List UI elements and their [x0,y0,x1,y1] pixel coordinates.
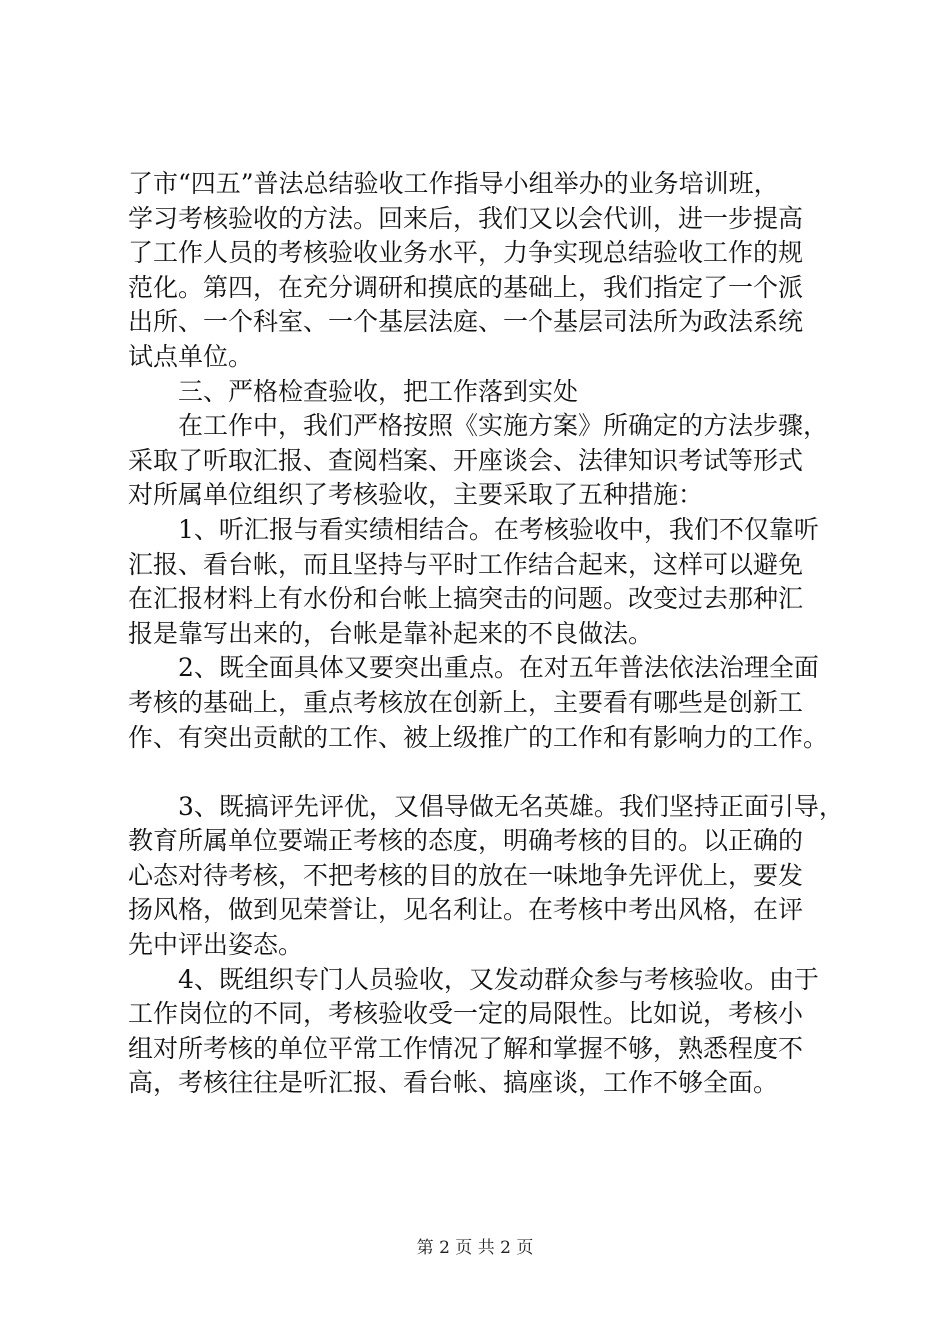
text-line: 了工作人员的考核验收业务水平，力争实现总结验收工作的规 [128,238,804,268]
text-line: 汇报、看台帐，而且坚持与平时工作结合起来，这样可以避免 [128,549,804,579]
text-line: 作、有突出贡献的工作、被上级推广的工作和有影响力的工作。 [128,722,829,752]
text-line: 教育所属单位要端正考核的态度，明确考核的目的。以正确的 [128,826,804,856]
text-line: 三、严格检查验收，把工作落到实处 [128,376,579,406]
text-line: 3、既搞评先评优，又倡导做无名英雄。我们坚持正面引导， [128,791,844,821]
text-line: 扬风格，做到见荣誉让，见名利让。在考核中考出风格，在评 [128,895,804,925]
text-line: 心态对待考核，不把考核的目的放在一味地争先评优上，要发 [128,860,804,890]
text-line: 对所属单位组织了考核验收，主要采取了五种措施： [128,480,704,510]
text-line: 先中评出姿态。 [128,930,304,960]
text-line: 4、既组织专门人员验收，又发动群众参与考核验收。由于 [128,964,819,994]
text-line: 报是靠写出来的，台帐是靠补起来的不良做法。 [128,618,654,648]
text-line: 在工作中，我们严格按照《实施方案》所确定的方法步骤， [128,411,829,441]
page-footer: 第 2 页 共 2 页 [416,1238,534,1258]
text-line: 高，考核往往是听汇报、看台帐、搞座谈，工作不够全面。 [128,1068,779,1098]
text-line: 学习考核验收的方法。回来后，我们又以会代训，进一步提高 [128,203,804,233]
text-line: 出所、一个科室、一个基层法庭、一个基层司法所为政法系统 [128,307,804,337]
text-line: 了市“四五”普法总结验收工作指导小组举办的业务培训班， [128,169,779,198]
text-line: 1、听汇报与看实绩相结合。在考核验收中，我们不仅靠听 [128,514,819,544]
text-line: 考核的基础上，重点考核放在创新上，主要看有哪些是创新工 [128,687,804,717]
text-line: 组对所考核的单位平常工作情况了解和掌握不够，熟悉程度不 [128,1033,804,1063]
text-line: 范化。第四，在充分调研和摸底的基础上，我们指定了一个派 [128,272,804,302]
text-line: 采取了听取汇报、查阅档案、开座谈会、法律知识考试等形式 [128,445,804,475]
text-line: 在汇报材料上有水份和台帐上搞突击的问题。改变过去那种汇 [128,584,804,614]
document-body [128,167,844,1101]
text-line: 2、既全面具体又要突出重点。在对五年普法依法治理全面 [128,653,819,683]
text-line: 工作岗位的不同，考核验收受一定的局限性。比如说，考核小 [128,999,804,1029]
text-line: 试点单位。 [128,341,254,371]
blank-line [128,755,828,790]
